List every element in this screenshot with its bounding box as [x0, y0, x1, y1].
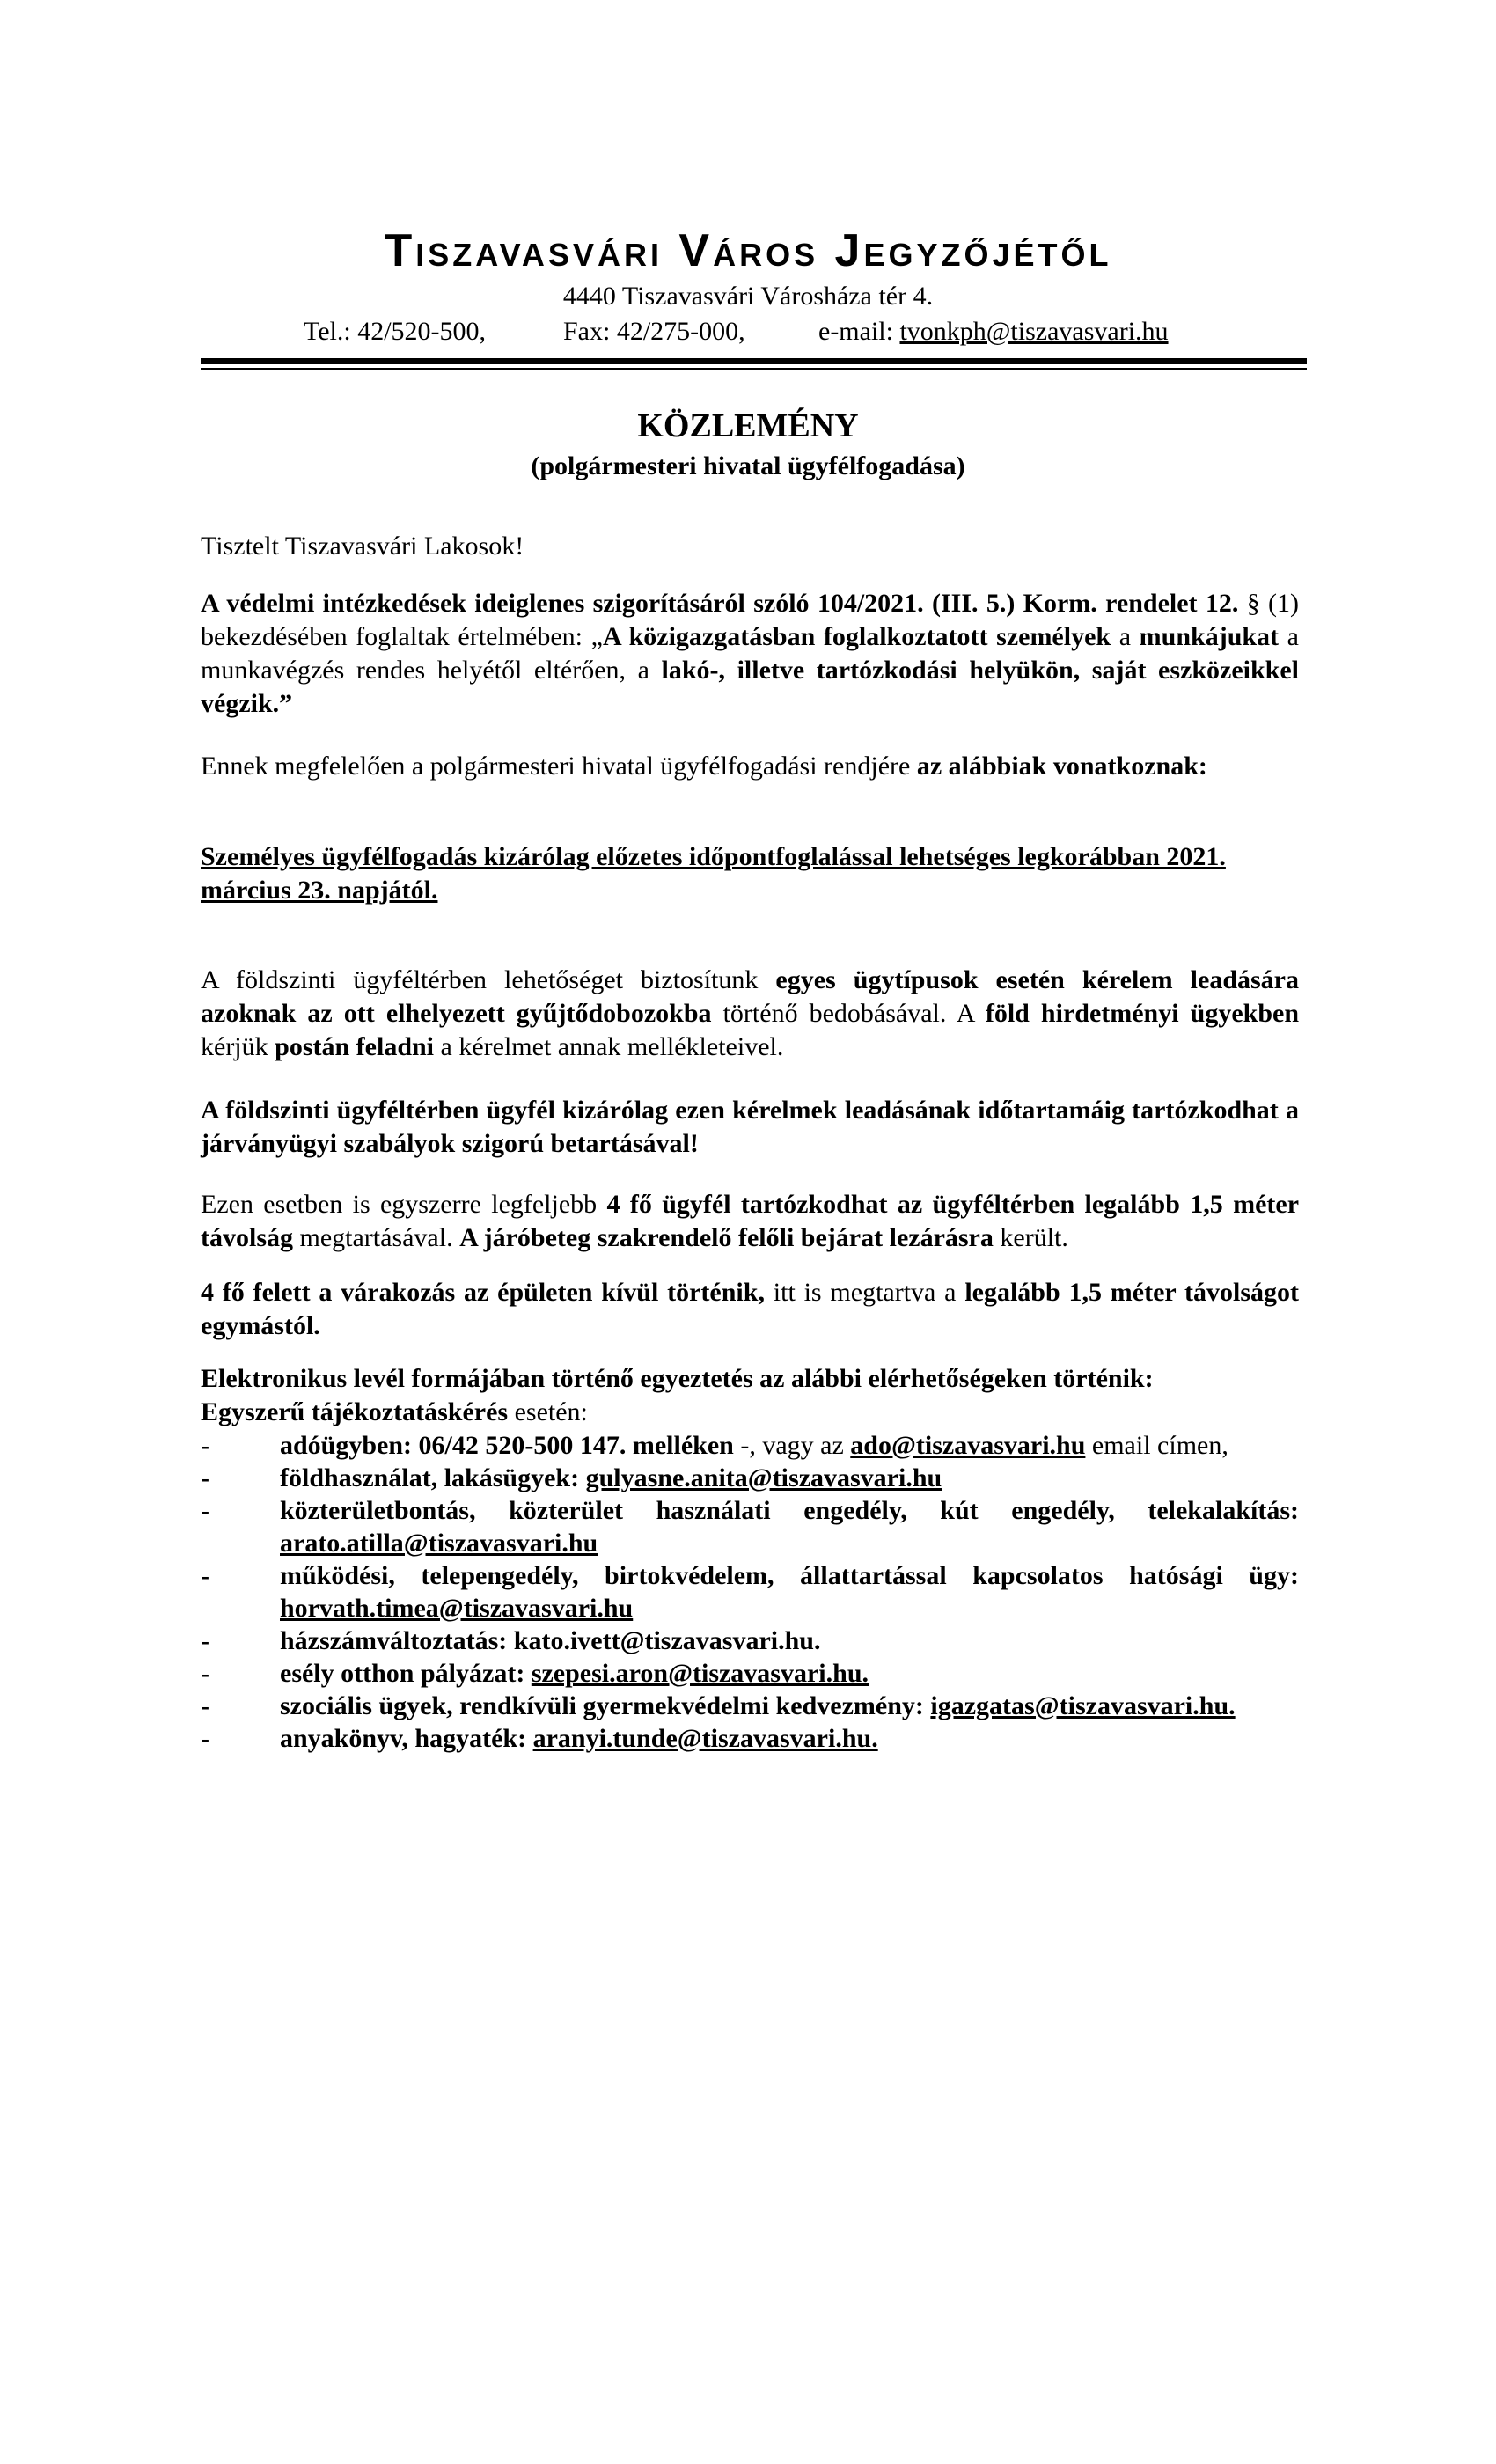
contact-tail: email címen, [1085, 1431, 1228, 1460]
fax: Fax: 42/275-000, [563, 317, 745, 346]
contact-label: házszámváltoztatás: kato.ivett@tiszavasvari.hu. [280, 1626, 821, 1655]
intro-bold: az alábbiak vonatkoznak: [916, 752, 1207, 781]
paragraph-email-contacts [201, 1362, 1299, 1755]
telephone: Tel.: 42/520-500, [304, 317, 487, 346]
decree-text-3: a munkavégzés rendes helyétől eltérően, a [201, 622, 1299, 685]
collection-text-1: A földszinti ügyféltérben lehetőséget biztosítunk [201, 965, 776, 994]
contact-item [201, 1559, 1299, 1624]
contact-label: működési, telepengedély, birtokvédelem, állattartással kapcsolatos hatósági ügy: [280, 1561, 1299, 1590]
letterhead-address: 4440 Tiszavasvári Városháza tér 4. [562, 282, 934, 311]
contact-email-link[interactable]: ado@tiszavasvari.hu [850, 1431, 1086, 1460]
decree-bold-3: lakó-, illetve tartózkodási helyükön, saját eszközeikkel végzik.” [201, 656, 1299, 718]
contact-email-link[interactable]: aranyi.tunde@tiszavasvari.hu. [532, 1724, 878, 1753]
contact-item [201, 1624, 1299, 1657]
decree-bold-2: munkájukat [1139, 622, 1280, 651]
paragraph-appointment: Személyes ügyfélfogadás kizárólag előzetes időpontfoglalással lehetséges legkorábban 2021. március 23. napjától. [201, 842, 1226, 905]
contact-label: esély otthon pályázat: [280, 1659, 532, 1688]
collection-text-2: történő bedobásával. A [711, 999, 986, 1028]
email-contacts-heading: Elektronikus levél formájában történő egyeztetés az alábbi elérhetőségeken történik: [201, 1364, 1154, 1393]
capacity-bold-1: 4 fő ügyfél tartózkodhat az ügyféltérben legalább 1,5 méter távolság [201, 1190, 1300, 1252]
simple-inquiry-label: Egyszerű tájékoztatáskérés [201, 1397, 509, 1426]
contact-item [201, 1462, 1299, 1494]
decree-text-2: a [1111, 622, 1140, 651]
waiting-bold-2: legalább 1,5 méter távolságot egymástól. [201, 1278, 1299, 1340]
collection-text-3: kérjük [201, 1032, 275, 1061]
intro-text: Ennek megfelelően a polgármesteri hivatal ügyfélfogadási rendjére [201, 752, 917, 781]
paragraph-intro [201, 750, 1299, 783]
contact-item [201, 1429, 1299, 1462]
collection-text-4: a kérelmet annak mellékleteivel. [434, 1032, 784, 1061]
contact-email-link[interactable]: szepesi.aron@tiszavasvari.hu. [531, 1659, 869, 1688]
contact-email-link[interactable]: horvath.timea@tiszavasvari.hu [280, 1594, 634, 1623]
header-divider-thin [201, 368, 1307, 370]
decree-bold-1: A közigazgatásban foglalkoztatott személyek [602, 622, 1111, 651]
email-link[interactable]: tvonkph@tiszavasvari.hu [899, 317, 1169, 346]
contact-label: adóügyben: 06/42 520-500 147. melléken [280, 1431, 734, 1460]
simple-inquiry-text: esetén: [508, 1397, 588, 1426]
letterhead-title: Tiszavasvári Város Jegyzőjétől [384, 225, 1112, 276]
paragraph-capacity [201, 1188, 1299, 1255]
capacity-text-1: Ezen esetben is egyszerre legfeljebb [201, 1190, 607, 1219]
decree-text: § (1) bekezdésében foglaltak értelmében: „ [201, 589, 1299, 651]
capacity-bold-2: A járóbeteg szakrendelő felőli bejárat lezárásra [459, 1223, 994, 1252]
notice-title: KÖZLEMÉNY [637, 407, 859, 444]
paragraph-decree [201, 587, 1299, 721]
contact-email-link[interactable]: arato.atilla@tiszavasvari.hu [280, 1529, 598, 1558]
waiting-text: itt is megtartva a [764, 1278, 965, 1307]
paragraph-stay-rules: A földszinti ügyféltérben ügyfél kizárólag ezen kérelmek leadásának időtartamáig tartózkodhat a járványügyi szabályok szigorú betartásával! [201, 1096, 1299, 1158]
contact-label: anyakönyv, hagyaték: [280, 1724, 533, 1753]
collection-bold-3: postán feladni [275, 1032, 435, 1061]
contact-label: szociális ügyek, rendkívüli gyermekvédelmi kedvezmény: [280, 1691, 931, 1720]
contact-item [201, 1657, 1299, 1690]
contact-label: közterületbontás, közterület használati engedély, kút engedély, telekalakítás: [280, 1496, 1299, 1525]
capacity-text-2: megtartásával. [293, 1223, 460, 1252]
header-divider-thick [201, 358, 1307, 364]
collection-bold-2: föld hirdetményi ügyekben [985, 999, 1300, 1028]
contact-label: földhasználat, lakásügyek: [280, 1463, 586, 1492]
contact-list [201, 1429, 1299, 1755]
email-label: e-mail: [818, 317, 900, 346]
contact-connector: -, vagy az [733, 1431, 851, 1460]
contact-item [201, 1690, 1299, 1722]
notice-subtitle: (polgármesteri hivatal ügyfélfogadása) [531, 451, 965, 480]
contact-item [201, 1722, 1299, 1755]
email-line [818, 317, 1169, 347]
paragraph-collection-box [201, 964, 1299, 1064]
paragraph-waiting [201, 1276, 1299, 1343]
contact-item [201, 1494, 1299, 1559]
capacity-text-3: került. [993, 1223, 1068, 1252]
collection-bold-1: egyes ügytípusok esetén kérelem leadására azoknak az ott elhelyezett gyűjtődobozokba [201, 965, 1299, 1028]
contact-email-link[interactable]: gulyasne.anita@tiszavasvari.hu [585, 1463, 942, 1492]
contact-email-link[interactable]: igazgatas@tiszavasvari.hu. [930, 1691, 1236, 1720]
waiting-bold-1: 4 fő felett a várakozás az épületen kívül történik, [201, 1278, 765, 1307]
greeting: Tisztelt Tiszavasvári Lakosok! [201, 532, 524, 561]
decree-reference: A védelmi intézkedések ideiglenes szigorításáról szóló 104/2021. (III. 5.) Korm. rendelet 12. [201, 589, 1247, 618]
